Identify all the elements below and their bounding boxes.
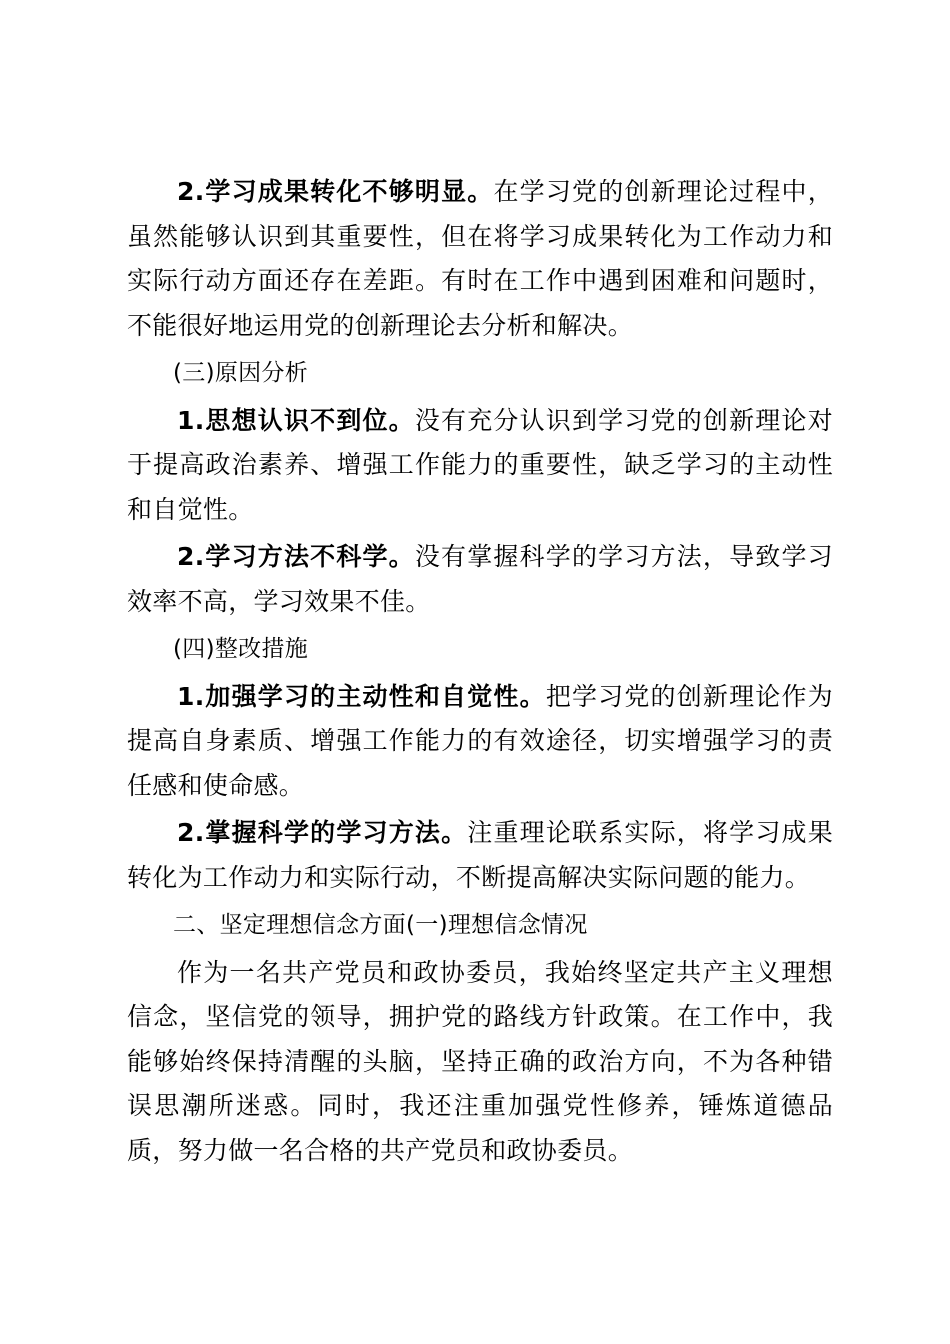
heading-text: (四)整改措施 [173, 636, 309, 662]
paragraph-lead: 2.掌握科学的学习方法。 [177, 818, 468, 847]
paragraph-text: 没有充分认识到学习党的创新理论对于提高政治素养、增强工作能力的重要性，缺乏学习的主动性和自觉性。 [127, 405, 833, 524]
paragraph-text: 把学习党的创新理论作为提高自身素质、增强工作能力的有效途径，切实增强学习的责任感和使命感。 [127, 681, 833, 800]
section-heading-ideals-beliefs [127, 903, 833, 948]
paragraph-learning-outcome-conversion [127, 170, 833, 348]
paragraph-strengthen-initiative [127, 675, 833, 809]
paragraph-learning-method [127, 535, 833, 624]
paragraph-ideals-beliefs-situation [127, 951, 833, 1174]
paragraph-lead: 2.学习方法不科学。 [177, 542, 415, 571]
paragraph-text: 作为一名共产党员和政协委员，我始终坚定共产主义理想信念，坚信党的领导，拥护党的路线方针政策。在工作中，我能够始终保持清醒的头脑，坚持正确的政治方向，不为各种错误思潮所迷惑。同时，我还注重加强党性修养，锤炼道德品质，努力做一名合格的共产党员和政协委员。 [127, 957, 833, 1165]
heading-text: 二、坚定理想信念方面(一)理想信念情况 [173, 912, 588, 938]
paragraph-ideological-awareness [127, 399, 833, 533]
section-heading-cause-analysis [127, 351, 833, 396]
paragraph-text: 注重理论联系实际，将学习成果转化为工作动力和实际行动，不断提高解决实际问题的能力。 [127, 818, 834, 892]
document-body [127, 170, 833, 1176]
paragraph-lead: 2.学习成果转化不够明显。 [177, 177, 494, 206]
heading-text: (三)原因分析 [173, 360, 309, 386]
paragraph-lead: 1.思想认识不到位。 [177, 405, 415, 435]
paragraph-lead: 1.加强学习的主动性和自觉性。 [177, 681, 546, 711]
paragraph-text: 没有掌握科学的学习方法，导致学习效率不高，学习效果不佳。 [127, 542, 833, 616]
paragraph-text: 在学习党的创新理论过程中，虽然能够认识到其重要性，但在将学习成果转化为工作动力和实际行动方面还存在差距。有时在工作中遇到困难和问题时，不能很好地运用党的创新理论去分析和解决。 [127, 177, 834, 340]
section-heading-rectification-measures [127, 627, 833, 672]
paragraph-master-methods [127, 811, 833, 900]
